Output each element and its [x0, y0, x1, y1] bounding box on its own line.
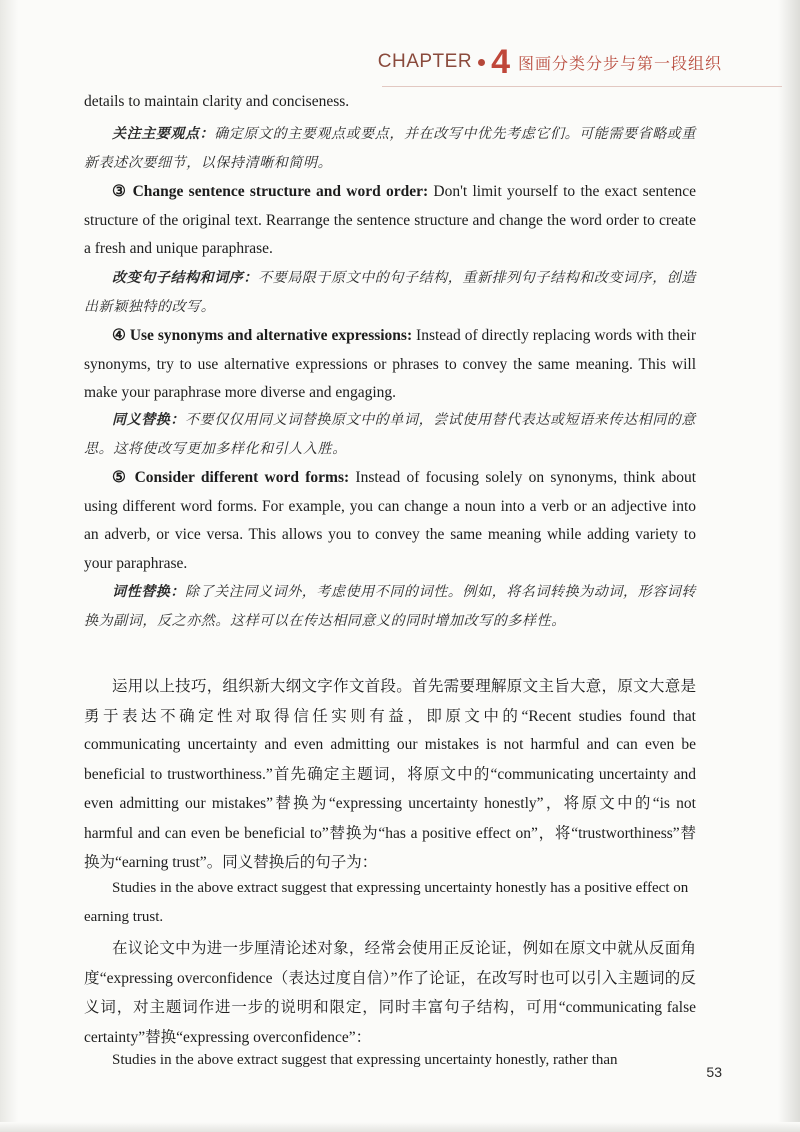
- quoted-phrase: “expressing overconfidence”: [176, 1028, 356, 1046]
- analysis-segment: ，将: [537, 823, 572, 842]
- chapter-number: 4: [491, 43, 510, 81]
- analysis-segment: 作了论证，在改写时也可以引入主题词的反义词，对主题词作进一步的说明和限定，同时丰富句子结构，可用: [84, 968, 696, 1016]
- example-sentence: [84, 1046, 696, 1075]
- translation-note: [84, 578, 696, 635]
- quoted-phrase: “communicating uncertainty and even admitting our mistakes”: [84, 765, 696, 812]
- chapter-label: CHAPTER: [377, 51, 473, 72]
- paragraph-text: details to maintain clarity and conciseness.: [84, 93, 350, 110]
- list-item-text: [84, 322, 696, 408]
- analysis-paragraph: [84, 934, 696, 1052]
- page-edge-shadow: [778, 0, 800, 1132]
- page-binding-shadow: [0, 0, 18, 1132]
- analysis-paragraph: [84, 672, 696, 878]
- analysis-segment: ，将原文中的: [543, 794, 653, 812]
- translation-text: [84, 578, 696, 635]
- translation-lead: 同义替换：: [112, 412, 185, 428]
- analysis-segment: ：: [355, 1027, 372, 1046]
- analysis-segment: 替换为: [273, 794, 329, 812]
- paragraph-continuation: [84, 88, 696, 117]
- quoted-phrase: “is not harmful and can even be beneficial to”: [84, 795, 696, 842]
- example-text: Studies in the above extract suggest that expressing uncertainty honestly, rather than: [112, 1052, 618, 1068]
- header-rule: [382, 86, 782, 87]
- translation-text: [84, 406, 696, 463]
- analysis-segment: 替换为: [84, 823, 696, 871]
- running-header: [378, 42, 722, 82]
- translation-note: [84, 120, 696, 177]
- translation-body: 不要局限于原文中的句子结构，重新排列句子结构和改变词序，创造出新颖独特的改写。: [84, 270, 696, 315]
- quoted-phrase: “trustworthiness”: [571, 824, 680, 842]
- translation-body: 确定原文的主要观点或要点，并在改写中优先考虑它们。可能需要省略或重新表述次要细节，以保持清晰和简明。: [84, 126, 697, 171]
- list-item-text: [84, 464, 696, 578]
- translation-text: [84, 120, 696, 177]
- translation-lead: 改变句子结构和词序：: [112, 270, 258, 286]
- quoted-phrase: “expressing overconfidence（表达过度自信）”: [99, 969, 398, 987]
- chapter-dot-icon: [478, 59, 485, 66]
- translation-lead: 词性替换：: [112, 584, 185, 600]
- quoted-phrase: “expressing uncertainty honestly”: [328, 795, 544, 812]
- list-item-heading: ⑤ Consider different word forms:: [112, 469, 350, 486]
- example-text: Studies in the above extract suggest that expressing uncertainty honestly has a positive effect on earning trust.: [84, 880, 689, 925]
- list-item-body: Don't limit yourself to the exact sentence structure of the original text. Rearrange the sentence structure and change the word order to create a fresh and unique paraphrase.: [84, 183, 696, 257]
- list-item: [84, 178, 696, 264]
- analysis-text: [84, 672, 696, 878]
- example-sentence: [84, 874, 696, 931]
- quoted-phrase: “communicating false certainty”: [84, 999, 696, 1046]
- analysis-segment: 运用以上技巧，组织新大纲文字作文首段。首先需要理解原文主旨大意，原文大意是勇于表达不确定性对取得信任实则有益，即原文中的: [84, 677, 696, 725]
- list-item-body: Instead of focusing solely on synonyms, think about using different word forms. For example, you can change a noun into a verb or an adjective into an adverb, or vice versa. This allows you to convey the same meaning while adding variety to your paraphrase.: [84, 469, 696, 572]
- analysis-segment: 在议论文中为进一步厘清论述对象，经常会使用正反论证，例如在原文中就从反面角度: [84, 939, 696, 987]
- list-item: [84, 322, 696, 408]
- analysis-segment: 替换为: [328, 823, 379, 842]
- translation-text: [84, 264, 696, 321]
- translation-body: 不要仅仅用同义词替换原文中的单词，尝试使用替代表达或短语来传达相同的意思。这将使改写更加多样化和引人入胜。: [84, 412, 696, 457]
- list-item-text: [84, 178, 696, 264]
- quoted-phrase: “has a positive effect on”: [378, 824, 538, 842]
- translation-lead: 关注主要观点：: [112, 126, 215, 142]
- page-number: 53: [706, 1064, 722, 1080]
- translation-body: 除了关注同义词外，考虑使用不同的词性。例如，将名词转换为动词，形容词转换为副词，反之亦然。这样可以在传达相同意义的同时增加改写的多样性。: [84, 584, 696, 629]
- analysis-segment: 首先确定主题词，将原文中的: [272, 764, 491, 783]
- list-item-heading: ③ Change sentence structure and word order:: [112, 183, 429, 200]
- analysis-text: [84, 934, 696, 1052]
- translation-note: [84, 264, 696, 321]
- analysis-segment: 替换: [145, 1027, 177, 1046]
- analysis-segment: 。同义替换后的句子为：: [206, 853, 378, 871]
- quoted-phrase: “earning trust”: [115, 854, 207, 871]
- list-item: [84, 464, 696, 578]
- list-item-body: Instead of directly replacing words with their synonyms, try to use alternative expressions or phrases to convey the same meaning. This will make your paraphrase more diverse and engaging.: [84, 327, 696, 401]
- quoted-phrase: “Recent studies found that communicating uncertainty and even admitting our mistakes is not harmful and can even be beneficial to trustworthiness.”: [84, 707, 696, 783]
- translation-note: [84, 406, 696, 463]
- list-item-heading: ④ Use synonyms and alternative expressions:: [112, 327, 413, 344]
- page-bottom-shadow: [0, 1122, 800, 1132]
- chapter-title: 图画分类分步与第一段组织: [517, 53, 722, 73]
